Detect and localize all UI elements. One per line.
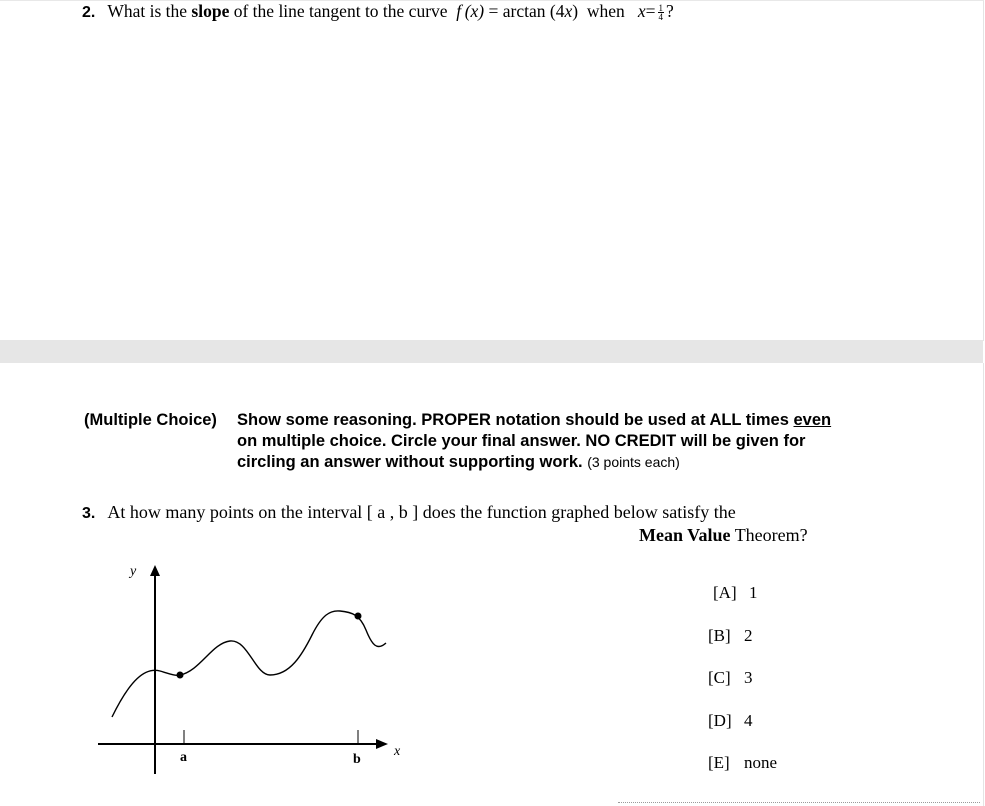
q3-tail: Theorem?	[730, 525, 808, 545]
y-axis-arrow	[150, 565, 160, 576]
a-label: a	[180, 750, 187, 765]
function-graph	[90, 555, 420, 780]
q2-bold-word: slope	[191, 1, 230, 21]
x-axis-label: x	[394, 744, 401, 759]
y-axis-label: y	[130, 564, 137, 579]
point-b	[355, 613, 362, 620]
mc-label: (Multiple Choice)	[84, 411, 217, 429]
question-3-line2	[639, 525, 808, 546]
q2-x-var: x	[637, 1, 646, 21]
q2-fn-arg: (x)	[464, 1, 485, 21]
q2-fn: f	[456, 1, 462, 21]
choice-c[interactable]	[708, 668, 753, 688]
question-3	[82, 502, 736, 523]
choice-a[interactable]	[713, 583, 758, 603]
choice-label: [C]	[708, 668, 731, 687]
function-curve	[112, 611, 386, 717]
choice-label: [B]	[708, 626, 731, 645]
mc-body	[237, 410, 897, 473]
q2-text-after: of the line tangent to the curve	[229, 1, 448, 21]
question-2	[82, 1, 674, 22]
mc-line3: circling an answer without supporting work.	[237, 453, 583, 471]
choice-value: 1	[749, 583, 758, 602]
choice-value: none	[744, 753, 778, 772]
choice-value: 2	[744, 626, 753, 645]
page-top	[0, 0, 984, 341]
q3-bold: Mean Value	[639, 525, 731, 545]
q3-line1: At how many points on the interval [ a , b ] does the function graphed below satisfy the	[107, 502, 736, 522]
mc-line1: Show some reasoning. PROPER notation should be used at ALL times	[237, 411, 794, 429]
q2-fraction: $\frac{1}{4}$	[658, 3, 663, 23]
choice-b[interactable]	[708, 626, 753, 646]
choice-e[interactable]	[708, 753, 777, 773]
q2-qmark: ?	[666, 1, 674, 21]
point-a	[177, 672, 184, 679]
q2-close: )	[572, 1, 579, 21]
x-axis-arrow	[376, 739, 388, 749]
b-label: b	[353, 752, 361, 767]
page-gap	[0, 340, 983, 363]
choice-value: 4	[744, 711, 753, 730]
question-number: 3.	[82, 505, 96, 522]
q2-equals: = arctan (4	[488, 1, 565, 21]
choice-label: [A]	[713, 583, 737, 602]
q2-text-before: What is the	[107, 1, 192, 21]
mc-underlined-word: even	[793, 411, 832, 429]
choice-d[interactable]	[708, 711, 753, 731]
choice-value: 3	[744, 668, 753, 687]
mc-points: (3 points each)	[587, 454, 680, 470]
mc-line2: on multiple choice. Circle your final answer. NO CREDIT will be given for	[237, 432, 806, 450]
choice-label: [D]	[708, 711, 732, 730]
choice-label: [E]	[708, 753, 730, 772]
question-number: 2.	[82, 4, 96, 21]
q2-when: when	[586, 1, 625, 21]
q2-x-eq: =	[645, 1, 656, 21]
q2-var: x	[564, 1, 573, 21]
bottom-rule	[618, 802, 980, 803]
